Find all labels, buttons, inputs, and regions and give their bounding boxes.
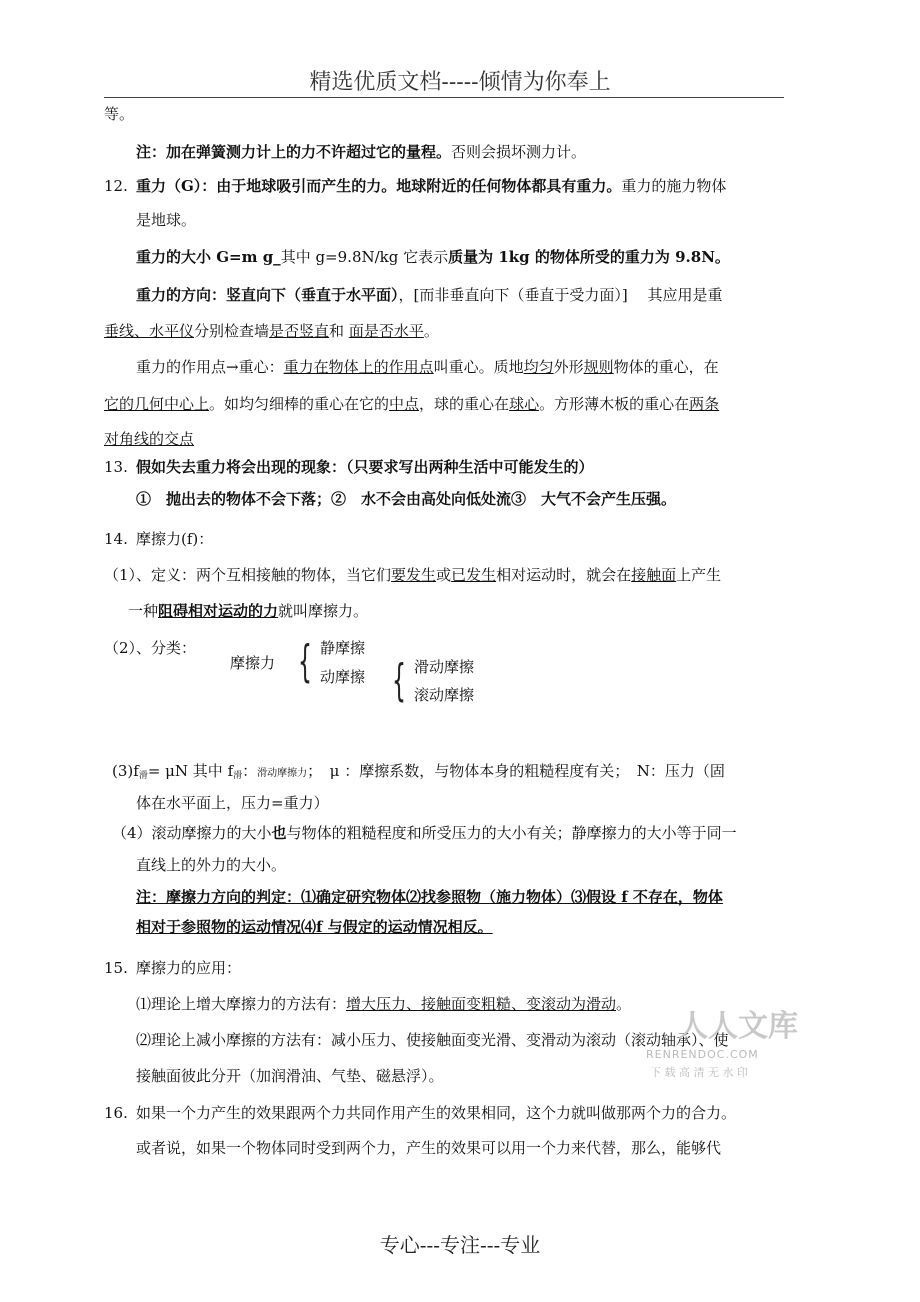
- no-gravity-examples: ① 抛出去的物体不会下落；② 水不会由高处向低处流③ 大气不会产生压强。: [136, 490, 677, 508]
- plain-text: 就叫摩擦力。: [278, 602, 369, 620]
- bold-text: 注：加在弹簧测力计上的力不许超过它的量程。: [136, 143, 452, 161]
- plain-text: 其中 g=9.8N/kg 它表示: [280, 248, 449, 266]
- underlined-text: 面是否水平: [348, 322, 424, 340]
- plain-text: ：: [242, 762, 258, 780]
- plain-text: 与物体的粗糙程度和所受压力的大小有关；静摩擦力的大小等于同一: [286, 824, 737, 842]
- plain-text: 重力的作用点→重心：: [136, 358, 284, 376]
- no-gravity-heading: 假如失去重力将会出现的现象：（只要求写出两种生活中可能发生的）: [136, 458, 594, 476]
- plain-text: 外形: [553, 358, 584, 376]
- bold-text: 重力的方向：竖直向下（垂直于水平面）: [136, 286, 399, 304]
- plain-text: 重力的施力物体: [621, 177, 727, 195]
- plain-text: 物体的重心，在: [613, 358, 719, 376]
- plain-text: ⑴理论上增大摩擦力的方法有：: [136, 995, 347, 1013]
- item-number: 14.: [104, 530, 128, 548]
- plain-text: 或: [436, 566, 452, 584]
- bold-text: 也: [271, 824, 287, 842]
- underlined-text: 规则: [583, 358, 614, 376]
- dynamic-friction-node: 动摩擦: [320, 668, 366, 686]
- left-brace-icon: {: [298, 636, 312, 687]
- underlined-text: 要发生: [391, 566, 437, 584]
- text-line: 等。: [104, 105, 135, 123]
- page-footer: 专心---专注---专业: [379, 1233, 541, 1257]
- underlined-text: 重力在物体上的作用点: [283, 358, 434, 376]
- plain-text: 和: [329, 322, 349, 340]
- rolling-friction-node: 滚动摩擦: [414, 686, 475, 704]
- bold-underlined-text: 相对于参照物的运动情况⑷f 与假定的运动情况相反。: [136, 918, 493, 936]
- plain-text: 否则会损坏测力计。: [451, 143, 587, 161]
- bold-text: 重力（G）：由于地球吸引而产生的力。地球附近的任何物体都具有重力。: [136, 177, 622, 195]
- text-line: 直线上的外力的大小。: [136, 856, 287, 874]
- friction-definition-cont: [128, 601, 368, 621]
- item-number: 13.: [104, 458, 128, 476]
- friction-direction-note-cont: [136, 917, 493, 937]
- small-text: 滑动摩擦力: [257, 768, 308, 779]
- increase-friction: [136, 994, 631, 1014]
- plain-text: 。: [616, 995, 632, 1013]
- bold-underlined-text: 注：摩擦力方向的判定：⑴确定研究物体⑵找参照物（施力物体）⑶假设 f 不存在，物体: [136, 888, 723, 906]
- plain-text: 叫重心。质地: [433, 358, 524, 376]
- bold-text: 质量为 1kg 的物体所受的重力为 9.8N。: [448, 248, 730, 266]
- underlined-text: 两条: [689, 395, 720, 413]
- underlined-text: 均匀: [523, 358, 554, 376]
- plain-text: 分别检查墙: [194, 322, 270, 340]
- friction-heading: 摩擦力(f)：: [136, 530, 214, 548]
- plain-text: ，[而非垂直向下（垂直于受力面）] 其应用是重: [398, 286, 723, 304]
- static-friction-node: 静摩擦: [320, 639, 366, 657]
- header-divider: [104, 97, 784, 98]
- underlined-text: 已发生: [451, 566, 497, 584]
- friction-direction-note: [136, 887, 723, 907]
- underlined-text: 是否竖直: [269, 322, 330, 340]
- gravity-direction: [136, 285, 723, 305]
- underlined-text: 球心: [509, 395, 540, 413]
- friction-formula: [112, 761, 725, 786]
- underlined-text: 接触面: [631, 566, 677, 584]
- plain-text: 上产生: [676, 566, 722, 584]
- plain-text: (3)f: [112, 762, 139, 780]
- friction-application-heading: 摩擦力的应用：: [136, 959, 242, 977]
- gravity-definition: [136, 176, 726, 196]
- text-line: 是地球。: [136, 211, 197, 229]
- friction-root-node: 摩擦力: [230, 654, 276, 672]
- watermark-tagline: 下 载 高 清 无 水 印: [650, 1066, 748, 1079]
- plain-text: （1）、定义：两个互相接触的物体，当它们: [104, 566, 392, 584]
- underlined-text: 增大压力、接触面变粗糙、变滚动为滑动: [346, 995, 617, 1013]
- plain-text: 。方形薄木板的重心在: [539, 395, 690, 413]
- left-brace-icon: {: [392, 655, 406, 706]
- item-number: 12.: [104, 177, 128, 195]
- plain-text: 相对运动时，就会在: [496, 566, 632, 584]
- decrease-friction-cont: 接触面彼此分开（加润滑油、气垫、磁悬浮）。: [136, 1067, 444, 1085]
- gravity-application: [104, 321, 439, 341]
- plain-text: （4）滚动摩擦力的大小: [112, 824, 272, 842]
- classification-label: （2）、分类：: [104, 639, 197, 657]
- plain-text: ，球的重心在: [419, 395, 510, 413]
- watermark-logo: 人人文库: [678, 1009, 798, 1044]
- friction-definition: [104, 565, 721, 585]
- plain-text: 。如均匀细棒的重心在它的: [209, 395, 390, 413]
- page-header-title: 精选优质文档-----倾情为你奉上: [309, 70, 611, 95]
- bold-text: 重力的大小 G=m g_: [136, 248, 281, 266]
- underlined-text: 对角线的交点: [104, 430, 195, 448]
- plain-text: = μN 其中 f: [147, 762, 234, 780]
- text-line: 体在水平面上，压力=重力）: [136, 794, 329, 812]
- item-number: 15.: [104, 959, 128, 977]
- rolling-friction-note: [112, 823, 737, 843]
- underlined-text: 中点: [389, 395, 420, 413]
- underlined-text: 垂线、水平仪: [104, 322, 195, 340]
- item-number: 16.: [104, 1104, 128, 1122]
- plain-text: ； μ ：摩擦系数，与物体本身的粗糙程度有关； N：压力（固: [307, 762, 725, 780]
- note-spring-scale: [136, 142, 586, 162]
- decrease-friction: ⑵理论上减小摩擦的方法有：减小压力、使接触面变光滑、变滑动为滚动（滚动轴承）、使: [136, 1031, 729, 1049]
- plain-text: 。: [423, 322, 439, 340]
- gravity-magnitude: [136, 247, 730, 267]
- center-of-gravity: [136, 357, 719, 377]
- bold-underlined-text: 阻碍相对运动的力: [158, 602, 279, 620]
- resultant-force-definition: 如果一个力产生的效果跟两个力共同作用产生的效果相同，这个力就叫做那两个力的合力。: [136, 1104, 737, 1122]
- center-of-gravity-cont: [104, 394, 719, 414]
- watermark-domain: RENRENDOC.COM: [646, 1048, 759, 1061]
- resultant-force-cont: 或者说，如果一个物体同时受到两个力，产生的效果可以用一个力来代替，那么，能够代: [136, 1139, 722, 1157]
- center-of-gravity-end: [104, 429, 194, 449]
- sliding-friction-node: 滑动摩擦: [414, 658, 475, 676]
- subscript: 滑: [138, 771, 148, 781]
- subscript: 滑: [233, 771, 243, 781]
- plain-text: 一种: [128, 602, 159, 620]
- underlined-text: 它的几何中心上: [104, 395, 210, 413]
